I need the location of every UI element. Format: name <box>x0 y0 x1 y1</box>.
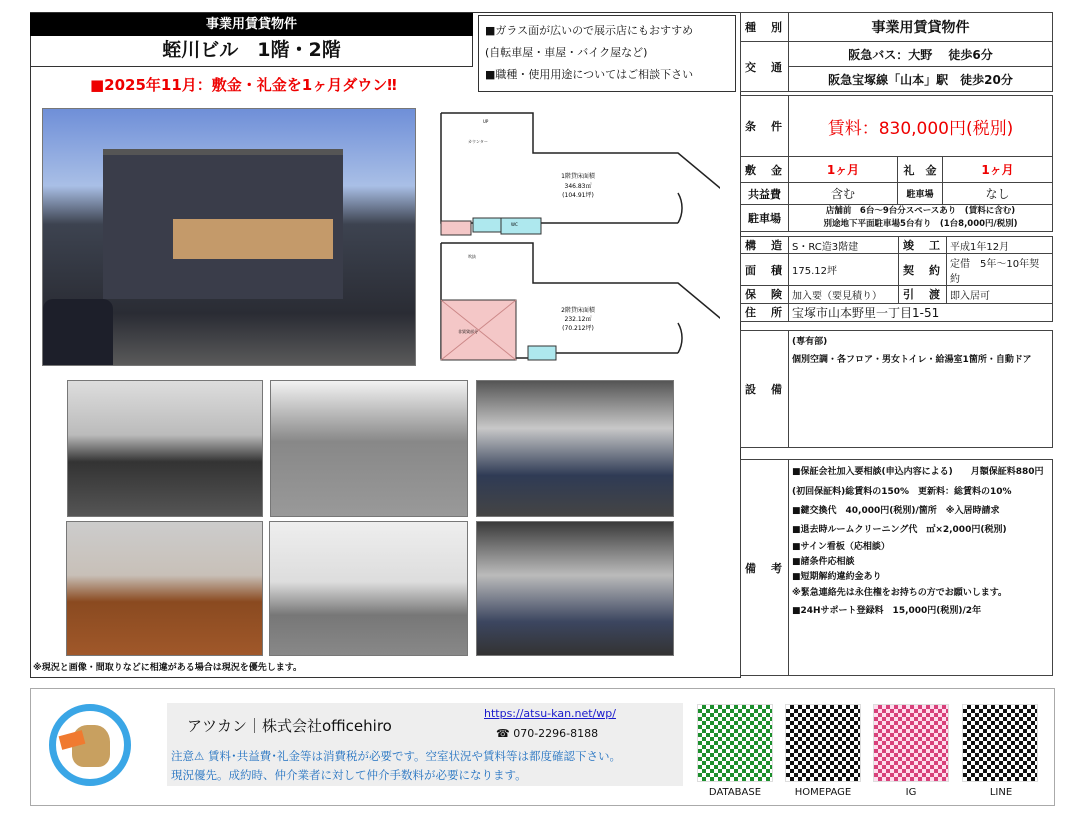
note: ■職種・使用用途についてはご相談下さい <box>485 68 694 81</box>
contract-value: 定借 5年～10年契約 <box>947 254 1053 286</box>
phone-icon: ☎ <box>496 727 514 740</box>
built-value: 平成1年12月 <box>947 237 1053 254</box>
qr-label: LINE <box>989 787 1013 798</box>
equipment-table <box>740 330 1053 448</box>
parking-detail: 店舗前 6台～9台分スペースあり (賃料に含む) <box>825 206 1016 216</box>
interior-photo <box>67 380 263 517</box>
type-access-table <box>740 12 1053 92</box>
caution-line: 現況優先。成約時、仲介業者に対して仲介手数料が必要になります。 <box>171 768 527 782</box>
qr-label: HOMEPAGE <box>794 787 852 798</box>
phone-text: 070-2296-8188 <box>513 727 599 740</box>
remarks-label: 備 考 <box>741 460 789 676</box>
caution-text <box>171 747 621 785</box>
type-value: 事業用賃貸物件 <box>789 13 1053 42</box>
parking-detail: 別途地下平面駐車場5台有り (1台8,000円/税別) <box>823 219 1018 229</box>
f1-area: 346.83㎡ <box>564 183 592 190</box>
access-label: 交 通 <box>741 42 789 92</box>
qr-label: DATABASE <box>708 787 762 798</box>
deposit-label: 敷 金 <box>741 157 789 183</box>
building-exterior-photo <box>42 108 416 366</box>
f2-tsubo: (70.212坪) <box>562 325 594 332</box>
phone-number <box>496 727 598 740</box>
remark-line: ■諸条件応相談 <box>792 557 855 567</box>
qr-code-database[interactable] <box>697 704 773 782</box>
area-value: 175.12坪 <box>789 254 899 286</box>
photo-disclaimer: ※現況と画像・間取りなどに相違がある場合は現況を優先します。 <box>33 663 303 673</box>
interior-photo <box>66 521 263 656</box>
qr-label: IG <box>905 787 917 798</box>
equipment-label: 設 備 <box>741 331 789 448</box>
website-link[interactable]: https://atsu-kan.net/wp/ <box>484 707 616 720</box>
access-train: 阪急宝塚線「山本」駅 徒歩20分 <box>789 67 1053 92</box>
insurance-value: 加入要（要見積り） <box>789 286 899 303</box>
rent-value: 賃料：830,000円(税別) <box>789 96 1053 157</box>
interior-photo <box>269 521 468 656</box>
remark-line: ※緊急連絡先は永住権をお持ちの方でお願いします。 <box>792 588 1008 598</box>
parking-value: なし <box>943 183 1053 205</box>
caution-line: 注意⚠ 賃料･共益費･礼金等は消費税が必要です。空室状況や賃料等は都度確認下さい。 <box>171 749 622 763</box>
remarks-table <box>740 459 1053 676</box>
f1-label: 1階貸床面積 <box>561 173 595 180</box>
conditions-label: 条 件 <box>741 96 789 157</box>
common-fee-label: 共益費 <box>741 183 789 205</box>
parking-detail-label: 駐車場 <box>741 205 789 232</box>
atrium-label: 吹抜 <box>468 254 476 259</box>
built-label: 竣 工 <box>899 237 947 254</box>
building-details-table <box>740 236 1053 322</box>
address-value: 宝塚市山本野里一丁目1-51 <box>789 303 1053 321</box>
f2-area: 232.12㎡ <box>564 316 592 323</box>
company-logo <box>49 704 131 786</box>
remark-line: ■サイン看板（応相談） <box>792 542 890 552</box>
remark-line: ■短期解約違約金あり <box>792 572 882 582</box>
qr-code-instagram[interactable] <box>873 704 949 782</box>
remark-line: ■24Hサポート登録料 15,000円(税別)/2年 <box>792 606 982 616</box>
interior-photo <box>476 521 674 656</box>
handover-value: 即入居可 <box>947 286 1053 303</box>
access-bus: 阪急バス：大野 徒歩6分 <box>789 42 1053 67</box>
counter-label: カウンター <box>468 139 488 144</box>
parking-label: 駐車場 <box>898 183 943 205</box>
type-label: 種 別 <box>741 13 789 42</box>
interior-photo <box>270 380 468 517</box>
promo-text: ■2025年11月：敷金・礼金を1ヶ月ダウン‼ <box>90 76 397 94</box>
conditions-table <box>740 95 1053 232</box>
handover-label: 引 渡 <box>899 286 947 303</box>
remark-line: ■保証会社加入要相談(申込内容による) 月額保証料880円 <box>792 467 1044 477</box>
category-header: 事業用賃貸物件 <box>30 13 473 36</box>
f2-label: 2階貸床面積 <box>561 307 595 314</box>
note: (自転車屋・車屋・バイク屋など) <box>485 46 648 59</box>
floor-plan <box>438 108 720 364</box>
up-label: UP <box>483 119 489 124</box>
contract-label: 契 約 <box>899 254 947 286</box>
remark-line: ■鍵交換代 40,000円(税別)/箇所 ※入居時請求 <box>792 506 1000 516</box>
wc-label: WC <box>511 222 518 227</box>
qr-code-homepage[interactable] <box>785 704 861 782</box>
interior-photo <box>476 380 674 517</box>
company-name: アツカン｜株式会社officehiro <box>187 717 392 735</box>
key-money-value: 1ヶ月 <box>943 157 1053 183</box>
f1-tsubo: (104.91坪) <box>562 192 594 199</box>
note: ■ガラス面が広いので展示店にもおすすめ <box>485 24 694 37</box>
feature-notes <box>478 15 736 92</box>
deposit-value: 1ヶ月 <box>789 157 898 183</box>
page-title: 蛭川ビル 1階・2階 <box>30 36 473 67</box>
remark-line: ■退去時ルームクリーニング代 ㎡×2,000円(税別) <box>792 525 1007 535</box>
equipment-line: 個別空調・各フロア・男女トイレ・給湯室1箇所・自動ドア <box>792 355 1032 365</box>
structure-label: 構 造 <box>741 237 789 254</box>
non-rental-label: 非賃貸部分 <box>458 329 478 334</box>
address-label: 住 所 <box>741 303 789 321</box>
area-label: 面 積 <box>741 254 789 286</box>
remark-line: (初回保証料)総賃料の150% 更新料：総賃料の10% <box>792 487 1012 497</box>
insurance-label: 保 険 <box>741 286 789 303</box>
common-fee-value: 含む <box>789 183 898 205</box>
structure-value: S・RC造3階建 <box>789 237 899 254</box>
qr-code-line[interactable] <box>962 704 1038 782</box>
key-money-label: 礼 金 <box>898 157 943 183</box>
equipment-line: (専有部) <box>792 337 828 347</box>
